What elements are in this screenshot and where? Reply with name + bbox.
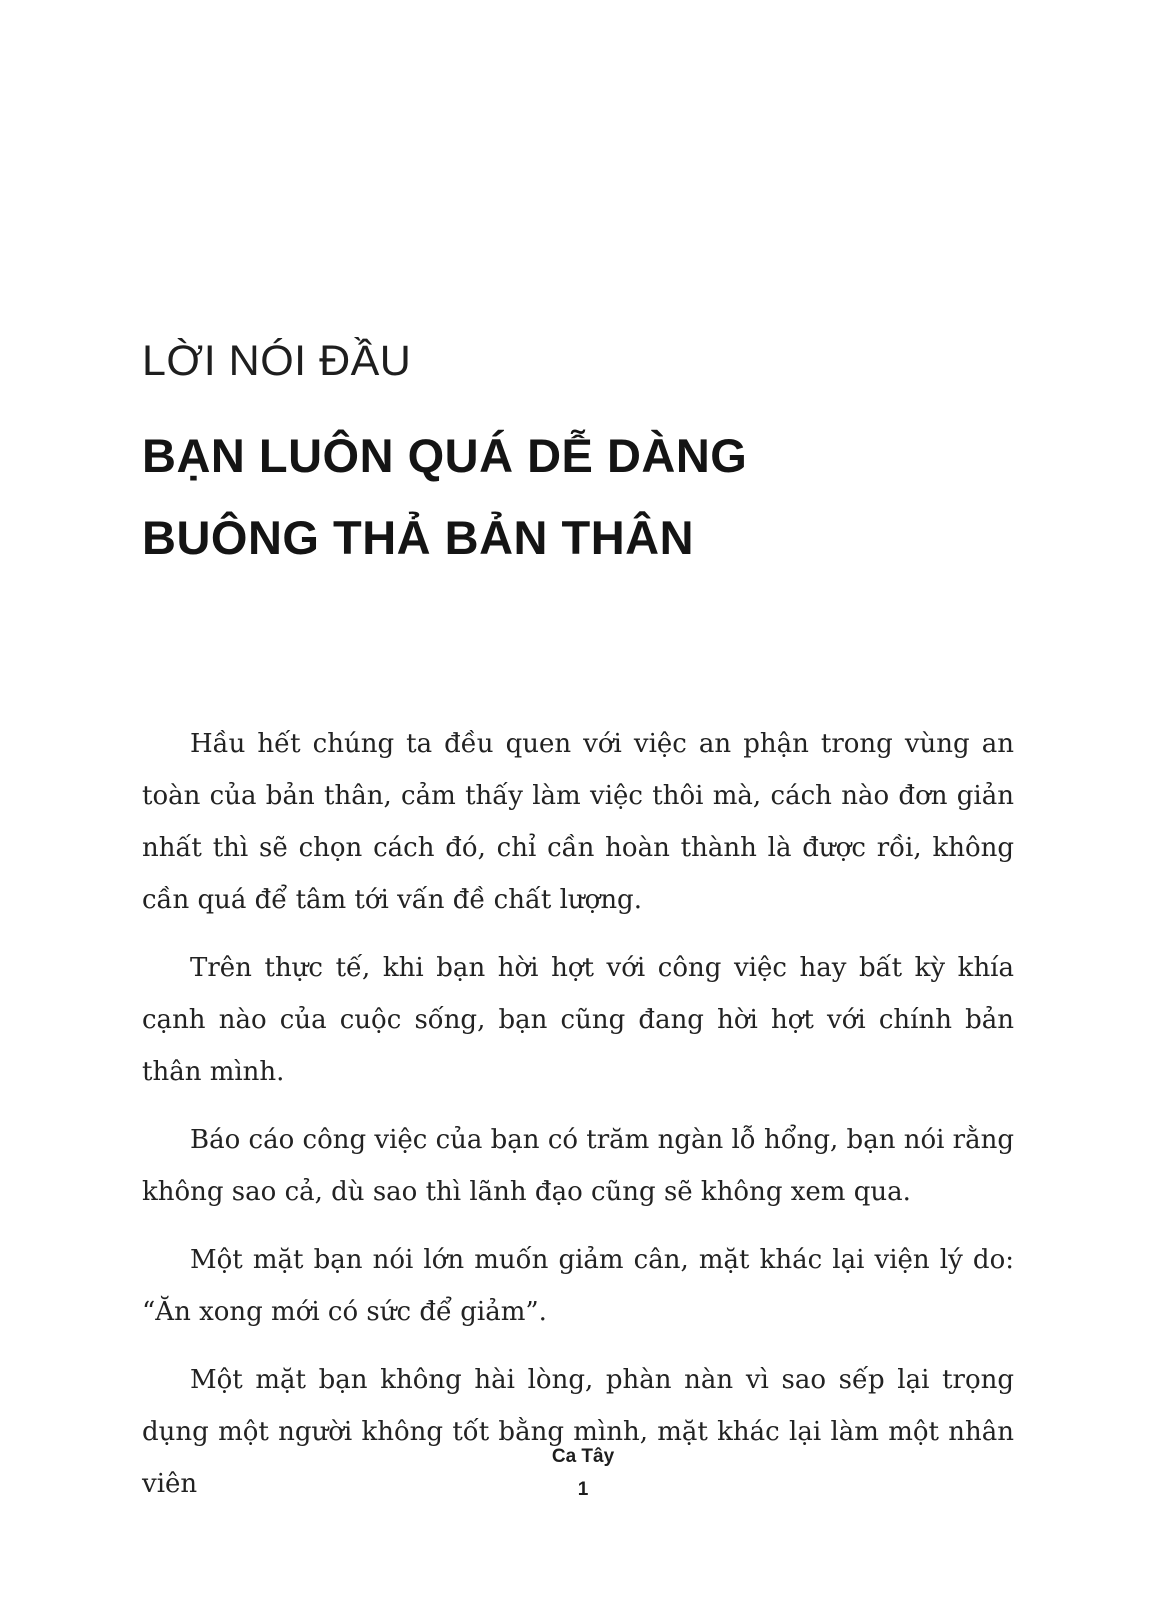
paragraph-3: Báo cáo công việc của bạn có trăm ngàn lỗ hổng, bạn nói rằng không sao cả, dù sao thì lãnh đạo cũng sẽ không xem qua. [142, 1125, 1015, 1207]
chapter-title-line-2: BUÔNG THẢ BẢN THÂN [142, 511, 695, 564]
paragraph-1: Hầu hết chúng ta đều quen với việc an phận trong vùng an toàn của bản thân, cảm thấy làm việc thôi mà, cách nào đơn giản nhất thì sẽ chọn cách đó, chỉ cần hoàn thành là được rồi, không cần quá để tâm tới vấn đề chất lượng. [142, 729, 1014, 915]
paragraph-2: Trên thực tế, khi bạn hời hợt với công việc hay bất kỳ khía cạnh nào của cuộc sống, bạn cũng đang hời hợt với chính bản thân mình. [142, 953, 1014, 1087]
paragraph-4: Một mặt bạn nói lớn muốn giảm cân, mặt khác lại viện lý do: “Ăn xong mới có sức để giảm”. [142, 1245, 1014, 1327]
section-kicker: LỜI NÓI ĐẦU [142, 337, 412, 385]
page-number: 1 [577, 1479, 589, 1500]
footer-author: Ca Tây [551, 1446, 615, 1467]
body-text [142, 718, 1014, 1526]
chapter-title-line-1: BẠN LUÔN QUÁ DỄ DÀNG [142, 429, 748, 482]
chapter-title [142, 415, 747, 579]
paragraph-5: Một mặt bạn không hài lòng, phàn nàn vì sao sếp lại trọng dụng một người không tốt bằng mình, mặt khác lại làm một nhân viên [142, 1365, 1014, 1499]
